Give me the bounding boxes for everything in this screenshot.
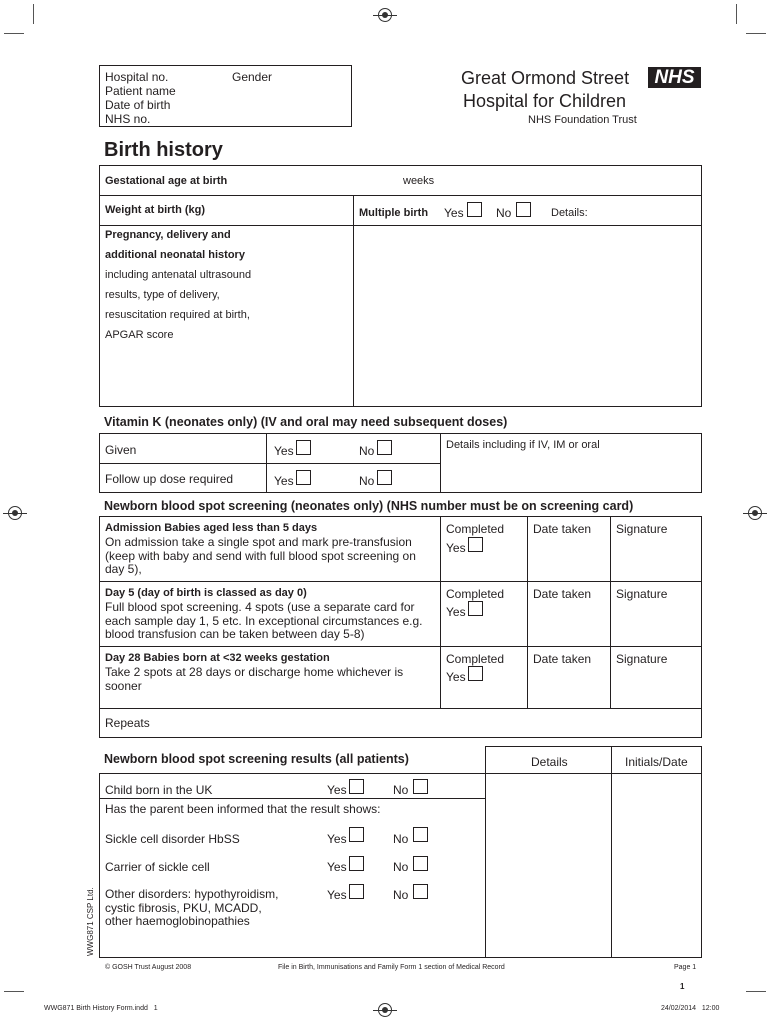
other-no-label: No	[393, 888, 409, 902]
text-line: (keep with baby and send with full blood spot screening on	[105, 548, 416, 563]
divider	[99, 463, 441, 464]
divider	[99, 581, 702, 582]
completed-label: Completed	[446, 522, 505, 536]
nhs-logo: NHS	[648, 67, 701, 88]
divider	[611, 746, 612, 957]
signature-label: Signature	[616, 522, 668, 536]
divider	[527, 516, 528, 708]
weight-label: Weight at birth (kg)	[105, 204, 206, 216]
crop-mark	[4, 991, 24, 992]
carrier-yes-label: Yes	[327, 860, 347, 874]
carrier-no-label: No	[393, 860, 409, 874]
registration-mark-icon	[748, 506, 762, 520]
divider	[266, 433, 267, 493]
completed-yes-label: Yes	[446, 670, 466, 684]
completed-label: Completed	[446, 652, 505, 666]
text-line: sooner	[105, 678, 142, 693]
child-born-uk-label: Child born in the UK	[105, 783, 213, 797]
completed-label: Completed	[446, 587, 505, 601]
divider	[99, 957, 702, 958]
screening-row-2-text	[105, 601, 423, 642]
results-initials-header: Initials/Date	[625, 755, 688, 769]
nhs-no-label: NHS no.	[105, 112, 151, 126]
pregnancy-line-6: APGAR score	[105, 329, 174, 341]
pregnancy-line-2: additional neonatal history	[105, 249, 245, 261]
pregnancy-line-5: resuscitation required at birth,	[105, 309, 250, 321]
divider	[485, 746, 486, 957]
carrier-yes-checkbox[interactable]	[349, 856, 364, 871]
pregnancy-line-4: results, type of delivery,	[105, 289, 220, 301]
crop-mark	[736, 4, 737, 24]
date-taken-label: Date taken	[533, 587, 592, 601]
page-number: 1	[680, 982, 685, 991]
vitamin-k-follow-no-checkbox[interactable]	[377, 470, 392, 485]
divider	[99, 195, 702, 196]
divider	[99, 225, 702, 226]
vitamin-k-follow-no-label: No	[359, 474, 375, 488]
other-yes-checkbox[interactable]	[349, 884, 364, 899]
screening-row-1-title: Admission Babies aged less than 5 days	[105, 522, 318, 534]
completed-yes-label: Yes	[446, 605, 466, 619]
date-taken-label: Date taken	[533, 652, 592, 666]
other-disorders-label	[105, 888, 278, 929]
crop-mark	[33, 4, 34, 24]
vitamin-k-given-yes-label: Yes	[274, 444, 294, 458]
born-uk-no-label: No	[393, 783, 409, 797]
vitamin-k-follow-yes-checkbox[interactable]	[296, 470, 311, 485]
hospital-name-line1: Great Ormond Street	[461, 68, 630, 88]
vitamin-k-given-yes-checkbox[interactable]	[296, 440, 311, 455]
born-uk-no-checkbox[interactable]	[413, 779, 428, 794]
screening-row-2-title: Day 5 (day of birth is classed as day 0)	[105, 587, 307, 599]
pregnancy-line-1: Pregnancy, delivery and	[105, 229, 231, 241]
results-details-header: Details	[531, 755, 568, 769]
patient-name-label: Patient name	[105, 84, 176, 98]
screening-row-3-yes-checkbox[interactable]	[468, 666, 483, 681]
divider	[99, 646, 702, 647]
filing-note: File in Birth, Immunisations and Family Form 1 section of Medical Record	[278, 964, 505, 971]
gender-label: Gender	[232, 70, 273, 84]
date-taken-label: Date taken	[533, 522, 592, 536]
vitamin-k-given-label: Given	[105, 443, 137, 457]
registration-mark-icon	[378, 1003, 392, 1017]
text-line: Other disorders: hypothyroidism,	[105, 887, 279, 901]
born-uk-yes-label: Yes	[327, 783, 347, 797]
text-line: other haemoglobinopathies	[105, 914, 250, 928]
sickle-yes-checkbox[interactable]	[349, 827, 364, 842]
screening-row-1-yes-checkbox[interactable]	[468, 537, 483, 552]
sickle-no-label: No	[393, 832, 409, 846]
sickle-no-checkbox[interactable]	[413, 827, 428, 842]
completed-yes-label: Yes	[446, 541, 466, 555]
pregnancy-line-3: including antenatal ultrasound	[105, 269, 252, 281]
divider	[485, 746, 702, 747]
divider	[701, 746, 702, 957]
vitamin-k-follow-up-label: Follow up dose required	[105, 472, 234, 486]
results-heading: Newborn blood spot screening results (all patients)	[104, 752, 409, 766]
side-code: WWG871 CSP Ltd.	[86, 887, 95, 956]
crop-mark	[4, 33, 24, 34]
parent-informed-label: Has the parent been informed that the result shows:	[105, 802, 381, 816]
divider	[353, 195, 354, 407]
vitamin-k-details-label: Details including if IV, IM or oral	[446, 439, 600, 451]
text-line: On admission take a single spot and mark pre-transfusion	[105, 535, 412, 549]
multiple-birth-yes-label: Yes	[444, 206, 464, 220]
text-line: cystic fibrosis, PKU, MCADD,	[105, 900, 262, 915]
sickle-yes-label: Yes	[327, 832, 347, 846]
copyright: © GOSH Trust August 2008	[105, 964, 192, 971]
multiple-birth-no-label: No	[496, 206, 512, 220]
text-line: Full blood spot screening. 4 spots (use a separate card for	[105, 600, 415, 614]
dob-label: Date of birth	[105, 98, 171, 112]
divider	[99, 708, 702, 709]
signature-label: Signature	[616, 587, 668, 601]
crop-mark	[746, 991, 766, 992]
screening-row-3-text	[105, 666, 403, 693]
text-line: each sample day 1, 5 etc. In exceptional circumstances e.g.	[105, 613, 423, 628]
other-yes-label: Yes	[327, 888, 347, 902]
hospital-no-label: Hospital no.	[105, 70, 169, 84]
slug-date: 24/02/2014 12:00	[661, 1005, 720, 1012]
vitamin-k-follow-yes-label: Yes	[274, 474, 294, 488]
divider	[440, 433, 441, 493]
other-no-checkbox[interactable]	[413, 884, 428, 899]
page-label: Page 1	[674, 964, 697, 971]
text-line: blood transfusion can be taken between day 5-8)	[105, 627, 365, 641]
divider	[440, 516, 441, 708]
divider	[99, 798, 485, 799]
multiple-birth-yes-checkbox[interactable]	[467, 202, 482, 217]
screening-row-1-text	[105, 536, 416, 577]
divider	[610, 516, 611, 708]
crop-mark	[746, 33, 766, 34]
gestational-age-label: Gestational age at birth	[105, 175, 228, 187]
multiple-birth-no-checkbox[interactable]	[516, 202, 531, 217]
trust-label: NHS Foundation Trust	[528, 114, 637, 126]
weeks-label: weeks	[403, 175, 435, 187]
multiple-birth-label: Multiple birth	[359, 207, 429, 219]
registration-mark-icon	[378, 8, 392, 22]
divider	[99, 773, 100, 957]
carrier-label: Carrier of sickle cell	[105, 860, 210, 874]
page-title: Birth history	[104, 139, 223, 161]
repeats-label: Repeats	[105, 716, 150, 730]
born-uk-yes-checkbox[interactable]	[349, 779, 364, 794]
screening-row-2-yes-checkbox[interactable]	[468, 601, 483, 616]
vitamin-k-given-no-checkbox[interactable]	[377, 440, 392, 455]
hospital-name-line2: Hospital for Children	[463, 91, 627, 111]
birth-details-table	[99, 165, 702, 407]
screening-row-3-title: Day 28 Babies born at <32 weeks gestation	[105, 652, 330, 664]
text-line: day 5),	[105, 562, 142, 576]
registration-mark-icon	[8, 506, 22, 520]
slug-filename: WWG871 Birth History Form.indd 1	[44, 1005, 158, 1012]
sickle-cell-label: Sickle cell disorder HbSS	[105, 832, 240, 846]
vitamin-k-heading: Vitamin K (neonates only) (IV and oral may need subsequent doses)	[104, 415, 508, 429]
details-label: Details:	[551, 207, 588, 219]
signature-label: Signature	[616, 652, 668, 666]
screening-heading: Newborn blood spot screening (neonates only) (NHS number must be on screening card)	[104, 499, 634, 513]
carrier-no-checkbox[interactable]	[413, 856, 428, 871]
vitamin-k-given-no-label: No	[359, 444, 375, 458]
text-line: Take 2 spots at 28 days or discharge home whichever is	[105, 665, 404, 679]
